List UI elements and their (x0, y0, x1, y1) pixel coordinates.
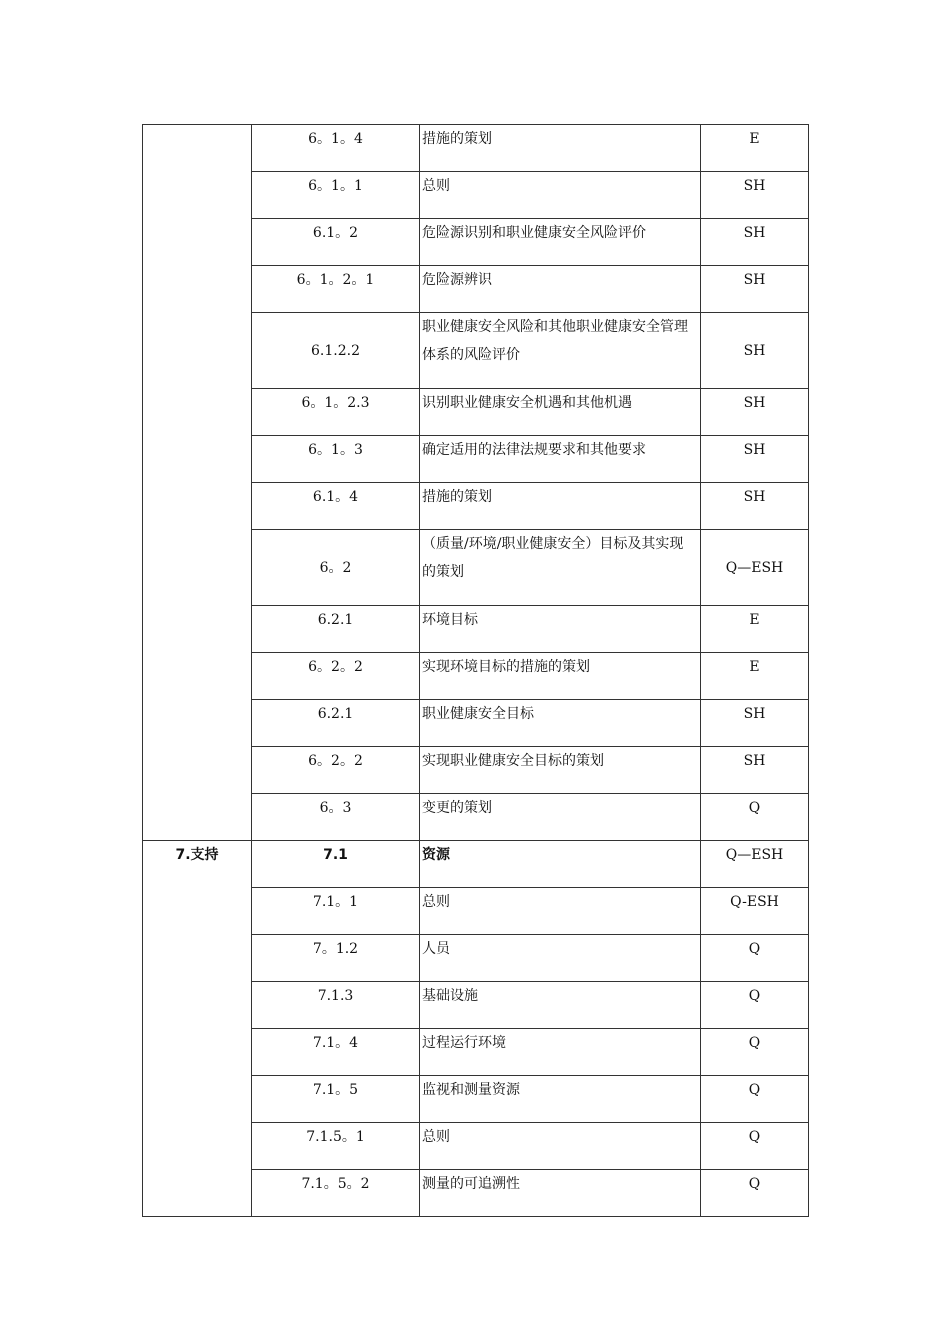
standard-code-cell: E (701, 125, 809, 172)
section-cell (143, 606, 252, 653)
table-row (143, 794, 809, 841)
clause-title-cell: 危险源识别和职业健康安全风险评价 (420, 219, 701, 266)
table-row (143, 266, 809, 313)
table-row (143, 172, 809, 219)
table-row (143, 530, 809, 606)
section-cell (143, 436, 252, 483)
section-cell (143, 219, 252, 266)
clause-number-cell: 6。1。4 (252, 125, 420, 172)
standard-code-cell: SH (701, 266, 809, 313)
standard-code-cell: SH (701, 747, 809, 794)
clause-title-cell: 危险源辨识 (420, 266, 701, 313)
section-cell (143, 1076, 252, 1123)
section-cell (143, 888, 252, 935)
section-cell (143, 794, 252, 841)
clause-title-cell: 资源 (420, 841, 701, 888)
table-row (143, 1123, 809, 1170)
clause-number-cell: 6.2.1 (252, 606, 420, 653)
clause-number-cell: 6.1.2.2 (252, 313, 420, 389)
table-row (143, 935, 809, 982)
table-row (143, 700, 809, 747)
section-cell (143, 653, 252, 700)
section-cell (143, 700, 252, 747)
section-cell (143, 313, 252, 389)
clause-number-cell: 6。1。1 (252, 172, 420, 219)
clause-number-cell: 6。2 (252, 530, 420, 606)
standard-code-cell: SH (701, 313, 809, 389)
clause-number-cell: 7.1。5 (252, 1076, 420, 1123)
clause-title-cell: 总则 (420, 172, 701, 219)
clause-number-cell: 6。2。2 (252, 747, 420, 794)
clause-title-cell: 确定适用的法律法规要求和其他要求 (420, 436, 701, 483)
standard-code-cell: SH (701, 172, 809, 219)
clause-title-cell: 实现职业健康安全目标的策划 (420, 747, 701, 794)
clause-number-cell: 7.1。4 (252, 1029, 420, 1076)
clause-title-cell: 措施的策划 (420, 125, 701, 172)
section-cell (143, 747, 252, 794)
table-row (143, 1076, 809, 1123)
section-cell (143, 1170, 252, 1217)
clause-number-cell: 7.1.5。1 (252, 1123, 420, 1170)
table-row (143, 389, 809, 436)
standard-code-cell: SH (701, 219, 809, 266)
clause-title-cell: 测量的可追溯性 (420, 1170, 701, 1217)
clause-number-cell: 7。1.2 (252, 935, 420, 982)
table-row (143, 841, 809, 888)
section-cell (143, 483, 252, 530)
section-cell (143, 530, 252, 606)
clause-table-body (143, 125, 809, 1217)
standard-code-cell: Q (701, 1170, 809, 1217)
clause-title-cell: 总则 (420, 1123, 701, 1170)
clause-title-cell: 职业健康安全目标 (420, 700, 701, 747)
section-cell: 7.支持 (143, 841, 252, 888)
clause-table (142, 124, 809, 1217)
clause-number-cell: 7.1.3 (252, 982, 420, 1029)
clause-number-cell: 6。1。3 (252, 436, 420, 483)
table-row (143, 313, 809, 389)
standard-code-cell: SH (701, 483, 809, 530)
clause-title-cell: 过程运行环境 (420, 1029, 701, 1076)
table-row (143, 483, 809, 530)
clause-number-cell: 6。1。2。1 (252, 266, 420, 313)
clause-number-cell: 6.2.1 (252, 700, 420, 747)
standard-code-cell: Q (701, 982, 809, 1029)
clause-title-cell: 识别职业健康安全机遇和其他机遇 (420, 389, 701, 436)
clause-number-cell: 6。3 (252, 794, 420, 841)
clause-number-cell: 6.1。4 (252, 483, 420, 530)
table-row (143, 436, 809, 483)
section-cell (143, 1029, 252, 1076)
clause-title-cell: 环境目标 (420, 606, 701, 653)
standard-code-cell: Q—ESH (701, 530, 809, 606)
clause-title-cell: 措施的策划 (420, 483, 701, 530)
clause-title-cell: 职业健康安全风险和其他职业健康安全管理体系的风险评价 (420, 313, 701, 389)
standard-code-cell: Q (701, 1076, 809, 1123)
standard-code-cell: E (701, 653, 809, 700)
clause-title-cell: （质量/环境/职业健康安全）目标及其实现的策划 (420, 530, 701, 606)
clause-title-cell: 变更的策划 (420, 794, 701, 841)
section-cell (143, 935, 252, 982)
clause-number-cell: 6.1。2 (252, 219, 420, 266)
clause-title-cell: 基础设施 (420, 982, 701, 1029)
clause-number-cell: 7.1 (252, 841, 420, 888)
clause-number-cell: 7.1。5。2 (252, 1170, 420, 1217)
standard-code-cell: Q—ESH (701, 841, 809, 888)
standard-code-cell: Q (701, 1123, 809, 1170)
clause-number-cell: 6。2。2 (252, 653, 420, 700)
table-row (143, 653, 809, 700)
section-cell (143, 172, 252, 219)
section-cell (143, 389, 252, 436)
table-row (143, 1029, 809, 1076)
section-cell (143, 266, 252, 313)
section-cell (143, 982, 252, 1029)
standard-code-cell: Q (701, 935, 809, 982)
standard-code-cell: Q (701, 794, 809, 841)
standard-code-cell: SH (701, 436, 809, 483)
clause-title-cell: 总则 (420, 888, 701, 935)
standard-code-cell: E (701, 606, 809, 653)
table-row (143, 888, 809, 935)
clause-title-cell: 实现环境目标的措施的策划 (420, 653, 701, 700)
section-cell (143, 1123, 252, 1170)
section-cell (143, 125, 252, 172)
standard-code-cell: SH (701, 389, 809, 436)
table-row (143, 1170, 809, 1217)
clause-title-cell: 监视和测量资源 (420, 1076, 701, 1123)
clause-title-cell: 人员 (420, 935, 701, 982)
standard-code-cell: SH (701, 700, 809, 747)
table-row (143, 982, 809, 1029)
table-row (143, 606, 809, 653)
clause-number-cell: 6。1。2.3 (252, 389, 420, 436)
table-row (143, 219, 809, 266)
standard-code-cell: Q-ESH (701, 888, 809, 935)
clause-number-cell: 7.1。1 (252, 888, 420, 935)
table-row (143, 125, 809, 172)
standard-code-cell: Q (701, 1029, 809, 1076)
table-row (143, 747, 809, 794)
